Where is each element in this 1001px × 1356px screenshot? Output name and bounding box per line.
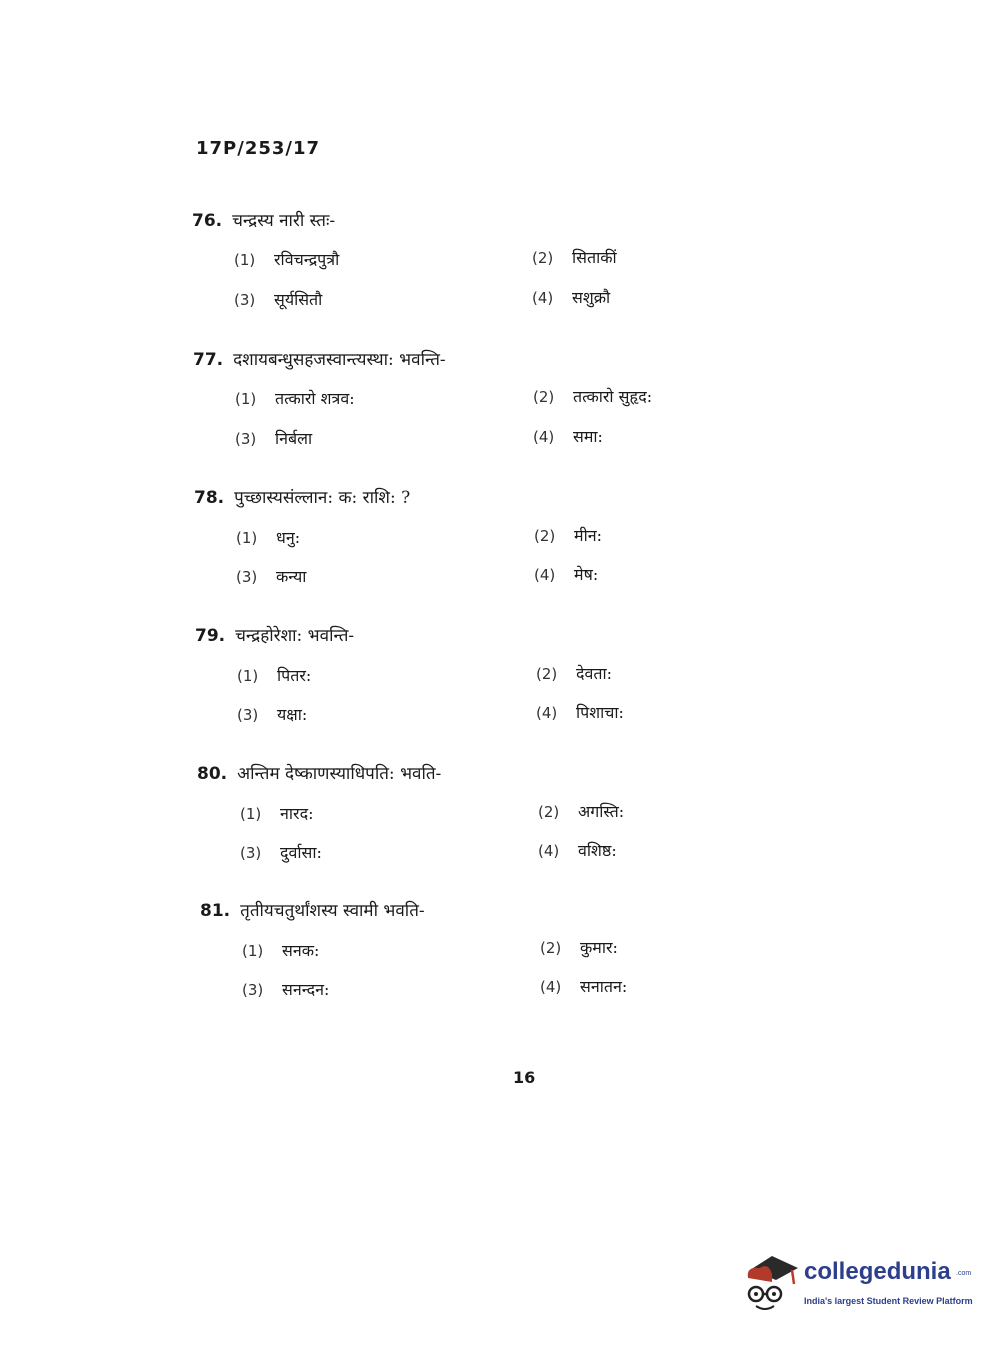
option-3 — [235, 427, 312, 449]
question-number: 81. — [200, 901, 231, 921]
option-text: तत्कारो सुहृद: — [573, 387, 653, 406]
option-number: (4) — [538, 842, 560, 860]
question-79 — [0, 623, 1001, 723]
option-1 — [242, 939, 319, 961]
option-number: (2) — [532, 249, 554, 267]
question-77 — [0, 347, 1001, 447]
question-text: अन्तिम देष्काणस्याधिपति: भवति- — [237, 764, 442, 784]
option-1 — [235, 387, 355, 409]
question-number: 77. — [193, 350, 224, 370]
option-number: (3) — [237, 706, 259, 724]
question-number: 79. — [195, 626, 226, 646]
brand-tagline: India's largest Student Review Platform — [804, 1296, 973, 1306]
question-78 — [0, 485, 1001, 585]
option-1 — [237, 664, 311, 686]
question-76 — [0, 208, 1001, 308]
option-text: वशिष्ठ: — [578, 841, 617, 860]
option-text: पिशाचा: — [576, 703, 624, 722]
option-number: (3) — [235, 430, 257, 448]
option-text: यक्षा: — [277, 705, 308, 724]
option-2 — [534, 524, 602, 546]
option-2 — [533, 385, 652, 407]
option-number: (4) — [533, 428, 555, 446]
option-text: दुर्वासा: — [280, 843, 322, 862]
collegedunia-logo[interactable] — [742, 1248, 972, 1318]
option-number: (2) — [533, 388, 555, 406]
option-text: मीन: — [574, 526, 602, 545]
option-number: (2) — [536, 665, 558, 683]
question-text: चन्द्रहोरेशा: भवन्ति- — [235, 626, 355, 646]
option-number: (1) — [240, 805, 262, 823]
option-2 — [540, 936, 618, 958]
question-text: पुच्छास्यसंल्लान: क: राशि: ? — [234, 488, 411, 508]
option-2 — [532, 246, 617, 268]
option-text: मेष: — [574, 565, 599, 584]
option-4 — [534, 563, 598, 585]
option-text: सिताकीं — [572, 248, 617, 267]
option-4 — [533, 425, 603, 447]
option-3 — [240, 841, 322, 863]
option-text: धनु: — [276, 528, 301, 547]
option-number: (4) — [534, 566, 556, 584]
option-4 — [536, 701, 624, 723]
option-text: देवता: — [576, 664, 613, 683]
option-number: (3) — [240, 844, 262, 862]
option-1 — [240, 802, 313, 824]
option-text: तत्कारो शत्रव: — [275, 389, 355, 408]
option-number: (4) — [540, 978, 562, 996]
option-3 — [237, 703, 307, 725]
question-stem — [193, 347, 446, 370]
option-text: सनक: — [282, 941, 320, 960]
option-3 — [234, 288, 322, 310]
option-text: सनातन: — [580, 977, 628, 996]
option-3 — [236, 565, 306, 587]
question-number: 80. — [197, 764, 228, 784]
option-1 — [234, 248, 339, 270]
option-number: (1) — [235, 390, 257, 408]
option-number: (4) — [536, 704, 558, 722]
option-4 — [532, 286, 610, 308]
option-3 — [242, 978, 329, 1000]
question-number: 78. — [194, 488, 225, 508]
question-80 — [0, 761, 1001, 861]
option-text: अगस्ति: — [578, 802, 625, 821]
option-number: (3) — [236, 568, 258, 586]
question-stem — [194, 485, 410, 508]
option-number: (1) — [236, 529, 258, 547]
question-number: 76. — [192, 211, 223, 231]
question-81 — [0, 898, 1001, 998]
option-text: समा: — [573, 427, 603, 446]
page-number: 16 — [513, 1068, 536, 1087]
question-stem — [195, 623, 354, 646]
option-number: (3) — [234, 291, 256, 309]
brand-suffix: .com — [956, 1270, 972, 1277]
option-text: सशुक्रौ — [572, 288, 611, 307]
option-text: निर्बला — [275, 429, 313, 448]
question-text: तृतीयचतुर्थांशस्य स्वामी भवति- — [240, 901, 425, 921]
option-text: सनन्दन: — [282, 980, 330, 999]
question-stem — [197, 761, 441, 784]
paper-code: 17P/253/17 — [196, 138, 321, 159]
option-2 — [536, 662, 612, 684]
brand-name: collegedunia — [804, 1258, 951, 1285]
option-number: (1) — [242, 942, 264, 960]
option-2 — [538, 800, 624, 822]
option-number: (2) — [534, 527, 556, 545]
option-text: कन्या — [276, 567, 307, 586]
option-number: (3) — [242, 981, 264, 999]
option-1 — [236, 526, 300, 548]
option-text: नारद: — [280, 804, 314, 823]
option-number: (1) — [237, 667, 259, 685]
option-text: पितर: — [277, 666, 312, 685]
option-number: (1) — [234, 251, 256, 269]
option-number: (2) — [538, 803, 560, 821]
option-text: सूर्यसितौ — [274, 290, 323, 309]
option-text: रविचन्द्रपुत्रौ — [274, 250, 340, 269]
question-stem — [192, 208, 335, 231]
option-4 — [540, 975, 627, 997]
mascot-icon — [742, 1248, 802, 1318]
question-stem — [200, 898, 425, 921]
option-4 — [538, 839, 617, 861]
question-text: चन्द्रस्य नारी स्तः- — [232, 211, 336, 231]
option-number: (2) — [540, 939, 562, 957]
option-number: (4) — [532, 289, 554, 307]
question-text: दशायबन्धुसहजस्वान्त्यस्था: भवन्ति- — [233, 350, 446, 370]
option-text: कुमार: — [580, 938, 618, 957]
